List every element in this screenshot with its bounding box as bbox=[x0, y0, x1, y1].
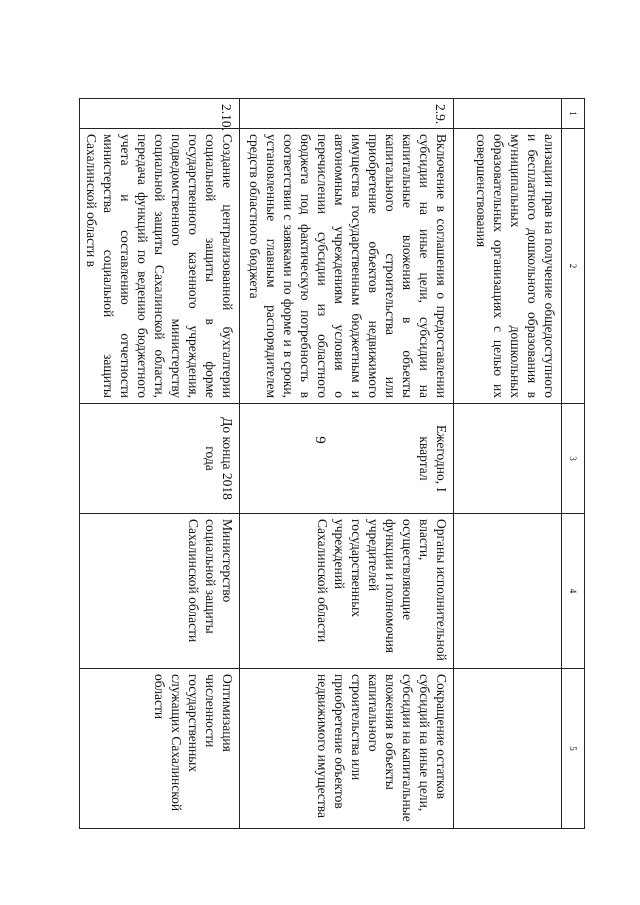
executor-text: Органы исполнительной власти, осуществляющие функции и полномочия учредителей государственных учреждений Сахалинской области bbox=[240, 514, 454, 669]
measure-text: Включение в соглашения о предоставлении субсидии на иные цели, субсидии на капитальные вложения в объекты капитального строительства или приобретение объектов недвижимого имущества государственным бюджетным и автономным учреждениям условия о перечислении субсидии из областного бюджета под фактическую потребность в соответствии с заявками по форме и в сроки, установленные главным распорядителем средств областного бюджета bbox=[240, 129, 454, 404]
row-number: 2.9. bbox=[240, 99, 454, 129]
table-row bbox=[240, 99, 454, 829]
header-cell-3: 3 bbox=[562, 404, 585, 514]
table-row bbox=[80, 99, 240, 829]
result-text bbox=[454, 669, 562, 829]
header-cell-5: 5 bbox=[562, 669, 585, 829]
header-cell-1: 1 bbox=[562, 99, 585, 129]
header-cell-4: 4 bbox=[562, 514, 585, 669]
term-text bbox=[454, 404, 562, 514]
executor-text bbox=[454, 514, 562, 669]
measure-text: ализации прав на получение общедоступного и бесплатного дошкольного образования в муниципальных дошкольных образовательных организациях с целью их совершенствования bbox=[454, 129, 562, 404]
measures-table bbox=[79, 98, 585, 829]
measure-text: Создание централизованной бухгалтерии социальной защиты в форме государственного казенного учреждения, подведомственного министерству социальной защиты Сахалинской области, передача функций по ведению бюджетного учета и составлению отчетности министерства социальной защиты Сахалинской области в bbox=[80, 129, 240, 404]
header-row bbox=[562, 99, 585, 829]
executor-text: Министерство социальной защиты Сахалинской области bbox=[80, 514, 240, 669]
term-text: Ежегодно, I квартал bbox=[240, 404, 454, 514]
result-text: Оптимизация численности государственных служащих Сахалинской области bbox=[80, 669, 240, 829]
table-row bbox=[454, 99, 562, 829]
page-number: 9 bbox=[312, 436, 328, 444]
row-number bbox=[454, 99, 562, 129]
header-cell-2: 2 bbox=[562, 129, 585, 404]
row-number: 2.10. bbox=[80, 99, 240, 129]
term-text: До конца 2018 года bbox=[80, 404, 240, 514]
result-text: Сокращение остатков субсидий на иные цели, субсидии на капитальные вложения в объекты капитального строительства или приобретение объектов недвижимого имущества bbox=[240, 669, 454, 829]
rotated-table-container bbox=[83, 98, 585, 828]
